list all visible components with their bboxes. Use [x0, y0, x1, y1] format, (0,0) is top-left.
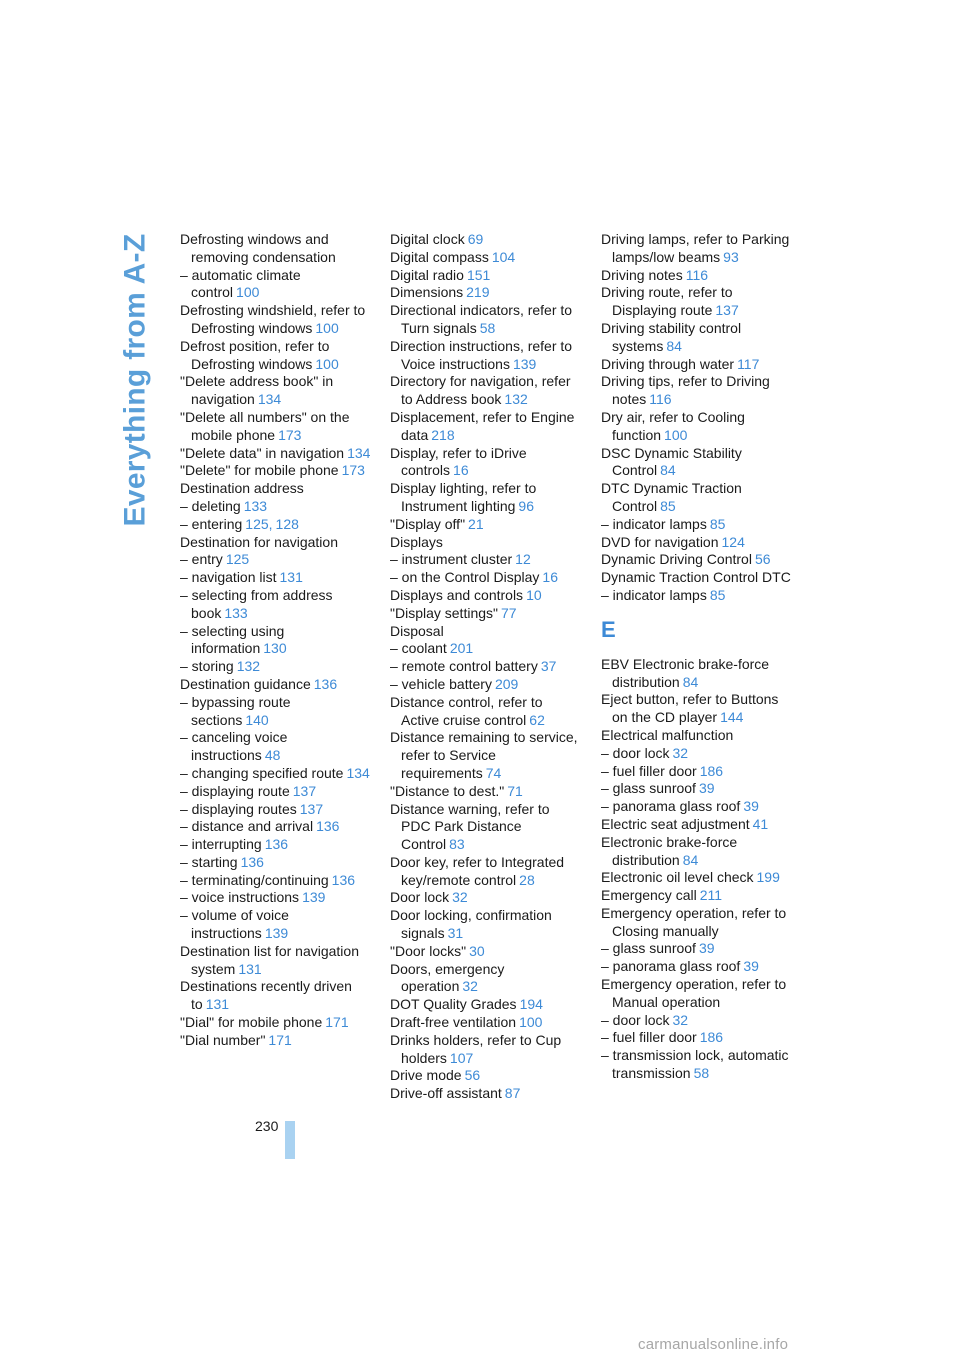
- page-ref-link[interactable]: 39: [743, 798, 759, 815]
- page-ref-link[interactable]: 117: [737, 355, 760, 372]
- index-entry: [180, 302, 372, 338]
- index-entry: [601, 534, 793, 552]
- index-entry-text: DSC Dynamic Stability Control: [601, 444, 742, 479]
- side-section-title: [118, 232, 152, 527]
- page-ref-link[interactable]: 171: [268, 1031, 292, 1048]
- index-entry-text: Drive mode: [390, 1067, 462, 1084]
- page-ref-link[interactable]: 218: [431, 426, 455, 443]
- index-entry-text: – indicator lamps: [601, 515, 707, 532]
- page-ref-link[interactable]: 137: [292, 782, 317, 799]
- page-ref-link[interactable]: 136: [264, 836, 289, 853]
- page-ref-link[interactable]: 139: [512, 355, 537, 372]
- index-entry: [180, 694, 372, 730]
- index-entry: [601, 409, 793, 445]
- index-entry: [180, 267, 372, 303]
- index-entry-text: Digital clock: [390, 231, 465, 247]
- index-entry-text: "Distance to dest.": [390, 782, 505, 799]
- index-entry: [390, 338, 582, 374]
- section-title-text: Everything from A-Z: [118, 233, 152, 526]
- index-entry: [180, 978, 372, 1014]
- page-ref-link[interactable]: 133: [243, 497, 268, 514]
- index-entry-text: Destinations recently driven to: [180, 978, 352, 1013]
- index-entry: [180, 676, 372, 694]
- index-entry: [390, 783, 582, 801]
- page-ref-link[interactable]: 32: [452, 889, 468, 906]
- page-ref-link[interactable]: 21: [468, 515, 484, 532]
- index-entry: [390, 996, 582, 1014]
- index-entry-text: – starting: [180, 853, 238, 870]
- page-ref-link[interactable]: 48: [264, 747, 281, 764]
- index-entry: [601, 834, 793, 870]
- index-entry: [180, 907, 372, 943]
- index-entry-text: – vehicle battery: [390, 675, 492, 692]
- index-entry: [180, 818, 372, 836]
- index-entry: [601, 727, 793, 745]
- index-column-2: [390, 231, 582, 1103]
- page-number-bar: [285, 1121, 295, 1159]
- index-entry: [180, 1014, 372, 1032]
- index-entry: [390, 694, 582, 730]
- index-entry: [601, 320, 793, 356]
- index-entry-text: EBV Electronic brake-force distribution: [601, 655, 770, 690]
- index-entry: [390, 409, 582, 445]
- page-ref-link[interactable]: 136: [240, 853, 264, 870]
- page-ref-link[interactable]: 104: [491, 248, 516, 265]
- index-entry-text: – door lock: [601, 744, 670, 761]
- index-entry-text: Driving stability control systems: [601, 319, 742, 354]
- index-entry-text: Dimensions: [390, 284, 464, 301]
- index-entry-text: – coolant: [390, 640, 447, 657]
- index-entry: [601, 284, 793, 320]
- index-entry: [180, 1032, 372, 1050]
- page-ref-link[interactable]: 100: [236, 284, 260, 301]
- index-entry: [390, 1067, 582, 1085]
- page-ref-link[interactable]: 85: [660, 497, 676, 514]
- page-ref-link[interactable]: 139: [302, 889, 326, 906]
- index-entry: [390, 907, 582, 943]
- page-ref-link[interactable]: 186: [699, 1029, 724, 1046]
- page-ref-link[interactable]: 85: [709, 586, 726, 603]
- page-ref-link[interactable]: 12: [515, 551, 531, 568]
- page-ref-link[interactable]: 211: [699, 887, 723, 904]
- page-ref-link[interactable]: 140: [245, 711, 269, 728]
- index-entry-text: Distance control, refer to Active cruise control: [390, 693, 543, 728]
- index-entry-text: "Dial number": [180, 1031, 266, 1048]
- index-entry-text: – canceling voice instructions: [180, 729, 288, 764]
- page-ref-link[interactable]: 85: [709, 515, 726, 532]
- index-entry-text: Emergency operation, refer to Manual operation: [601, 976, 787, 1010]
- page-ref-link[interactable]: 39: [698, 940, 715, 957]
- page-ref-link[interactable]: 124: [721, 533, 745, 550]
- index-entry-text: Door lock: [390, 889, 450, 906]
- page-ref-link[interactable]: 133: [224, 604, 248, 621]
- index-entry-text: – voice instructions: [180, 889, 300, 906]
- index-entry: [601, 569, 793, 587]
- index-entry: [601, 1029, 793, 1047]
- index-entry-text: "Delete all numbers" on the mobile phone: [180, 408, 350, 443]
- index-column-3: [601, 231, 793, 1083]
- index-entry: [180, 231, 372, 267]
- index-entry: [390, 943, 582, 961]
- index-entry-text: Displays: [390, 533, 443, 550]
- index-entry: [390, 231, 582, 249]
- page-ref-link[interactable]: 144: [720, 709, 744, 726]
- index-entry-text: Electronic oil level check: [601, 869, 754, 886]
- page-ref-link[interactable]: 209: [494, 675, 519, 692]
- index-entry-text: – glass sunroof: [601, 940, 696, 957]
- page-ref-link[interactable]: 136: [316, 818, 340, 835]
- index-entry-text: Distance warning, refer to PDC Park Distance Control: [390, 800, 550, 853]
- page-ref-link[interactable]: 77: [500, 604, 517, 621]
- index-entry: [601, 905, 793, 941]
- index-entry-text: – selecting using information: [180, 622, 285, 657]
- page-ref-link[interactable]: 194: [519, 996, 543, 1013]
- page-number: 230: [255, 1118, 279, 1134]
- index-entry: [390, 587, 582, 605]
- index-entry: [601, 940, 793, 958]
- index-entry: [390, 569, 582, 587]
- index-entry: [601, 780, 793, 798]
- index-entry-text: Dynamic Driving Control: [601, 551, 752, 568]
- index-entry: [180, 462, 372, 480]
- index-entry-text: Display lighting, refer to Instrument lighting: [390, 480, 537, 514]
- page-ref-link[interactable]: 10: [526, 586, 542, 603]
- page-ref-link[interactable]: 136: [313, 675, 338, 692]
- page-ref-link[interactable]: 186: [699, 762, 724, 779]
- page-ref-link[interactable]: 32: [672, 744, 689, 761]
- index-entry: [601, 480, 793, 516]
- index-entry-text: "Dial" for mobile phone: [180, 1014, 323, 1031]
- index-entry: [390, 605, 582, 623]
- index-entry-text: – bypassing route sections: [180, 693, 291, 728]
- page-ref-link[interactable]: 131: [238, 960, 262, 977]
- index-entry-text: – entry: [180, 551, 223, 568]
- page-ref-link[interactable]: 71: [507, 782, 523, 799]
- index-entry-text: – deleting: [180, 497, 241, 514]
- index-entry: [390, 676, 582, 694]
- index-entry: [180, 765, 372, 783]
- index-entry: [601, 231, 793, 267]
- index-entry-text: Doors, emergency operation: [390, 960, 505, 995]
- page-ref-link[interactable]: 39: [698, 780, 715, 797]
- index-entry-text: "Door locks": [390, 942, 467, 959]
- page-ref-link[interactable]: 16: [453, 462, 469, 479]
- page-ref-link[interactable]: 30: [469, 942, 485, 959]
- index-entry: [180, 569, 372, 587]
- page-ref-link[interactable]: 199: [756, 869, 780, 886]
- index-entry-text: – selecting from address book: [180, 586, 333, 621]
- index-entry: [601, 691, 793, 727]
- index-entry-text: Destination for navigation: [180, 533, 338, 550]
- page-ref-link[interactable]: 151: [466, 266, 491, 283]
- index-entry: [180, 516, 372, 534]
- index-entry: [390, 640, 582, 658]
- index-entry-text: Distance remaining to service, refer to Service requirements: [390, 729, 578, 781]
- index-entry: [180, 498, 372, 516]
- page-ref-link[interactable]: 39: [743, 958, 759, 975]
- index-entry-text: – door lock: [601, 1011, 670, 1028]
- page-ref-link[interactable]: 16: [542, 569, 558, 586]
- index-entry: [601, 958, 793, 976]
- index-entry-text: – transmission lock, automatic transmission: [601, 1047, 789, 1082]
- index-entry: [390, 801, 582, 854]
- index-entry: [180, 534, 372, 552]
- page-ref-link[interactable]: 93: [723, 248, 739, 265]
- page-ref-link[interactable]: 201: [449, 640, 474, 657]
- index-entry-text: Electric seat adjustment: [601, 815, 750, 832]
- page-ref-link[interactable]: 62: [529, 711, 545, 728]
- index-entry: [390, 267, 582, 285]
- index-entry-text: Defrosting windows and removing condensation: [180, 231, 336, 265]
- page-ref-link[interactable]: 131: [279, 569, 303, 586]
- index-entry: [601, 798, 793, 816]
- index-entry: [180, 480, 372, 498]
- index-entry: [180, 854, 372, 872]
- page-ref-link[interactable]: 134: [347, 444, 371, 461]
- page-ref-link[interactable]: 84: [660, 462, 676, 479]
- page-ref-link[interactable]: 37: [540, 658, 557, 675]
- index-entry-text: Driving through water: [601, 355, 735, 372]
- index-entry-text: – distance and arrival: [180, 818, 314, 835]
- index-entry: [180, 729, 372, 765]
- index-entry: [180, 373, 372, 409]
- page-ref-separator: ,: [268, 515, 273, 532]
- index-entry: [180, 872, 372, 890]
- index-entry: [390, 302, 582, 338]
- page-ref-link[interactable]: 96: [518, 497, 534, 514]
- index-entry-text: Emergency operation, refer to Closing manually: [601, 904, 787, 939]
- index-entry: [390, 961, 582, 997]
- index-entry-text: Electronic brake-force distribution: [601, 833, 738, 868]
- index-entry: [601, 551, 793, 569]
- page-ref-link[interactable]: 32: [672, 1011, 689, 1028]
- index-entry-text: "Display off": [390, 515, 466, 532]
- index-entry: [390, 373, 582, 409]
- page-ref-link[interactable]: 84: [682, 673, 699, 690]
- index-entry: [601, 445, 793, 481]
- index-entry-text: Destination address: [180, 480, 304, 497]
- page-ref-link[interactable]: 173: [341, 462, 365, 479]
- index-entry: [390, 1032, 582, 1068]
- index-entry: [180, 836, 372, 854]
- index-entry-text: Drive-off assistant: [390, 1085, 502, 1102]
- index-entry-text: – navigation list: [180, 569, 277, 586]
- index-entry: [390, 889, 582, 907]
- letter-heading: E: [601, 616, 616, 642]
- index-entry-text: Destination list for navigation system: [180, 942, 359, 977]
- index-entry: [390, 623, 582, 641]
- index-entry-text: Drinks holders, refer to Cup holders: [390, 1031, 562, 1066]
- index-entry-text: – glass sunroof: [601, 780, 696, 797]
- index-entry-text: DOT Quality Grades: [390, 996, 517, 1013]
- index-entry: [390, 249, 582, 267]
- index-entry-text: – fuel filler door: [601, 762, 697, 779]
- index-column-1: [180, 231, 372, 1050]
- index-entry-text: Displacement, refer to Engine data: [390, 408, 575, 443]
- index-entry: [601, 516, 793, 534]
- index-entry-text: Driving lamps, refer to Parking lamps/low beams: [601, 231, 790, 265]
- index-entry: [390, 1085, 582, 1103]
- index-entry-text: – indicator lamps: [601, 586, 707, 603]
- index-entry-text: – displaying route: [180, 782, 290, 799]
- page-ref-link[interactable]: 116: [649, 391, 672, 408]
- page-ref-link[interactable]: 100: [315, 355, 339, 372]
- index-entry: [390, 658, 582, 676]
- page-ref-link[interactable]: 56: [754, 551, 771, 568]
- index-entry: [180, 338, 372, 374]
- page-ref-link[interactable]: 125: [245, 515, 269, 532]
- page-ref-link[interactable]: 84: [682, 851, 699, 868]
- index-entry-text: Displays and controls: [390, 586, 524, 603]
- index-entry: [180, 658, 372, 676]
- index-entry-text: – entering: [180, 515, 243, 532]
- index-entry: [180, 623, 372, 659]
- index-entry: [390, 551, 582, 569]
- index-entry-text: Defrosting windshield, refer to Defrosting windows: [180, 302, 366, 336]
- index-entry: [390, 1014, 582, 1032]
- index-entry-text: – terminating/continuing: [180, 871, 329, 888]
- index-entry-text: Digital radio: [390, 266, 464, 283]
- index-entry: [601, 869, 793, 887]
- index-entry: [390, 480, 582, 516]
- page-ref-link[interactable]: 28: [519, 871, 535, 888]
- index-entry: [390, 445, 582, 481]
- page-ref-link[interactable]: 84: [666, 337, 682, 354]
- index-entry-text: "Delete" for mobile phone: [180, 462, 339, 479]
- index-entry: [601, 976, 793, 1012]
- index-entry: [601, 267, 793, 285]
- page-ref-link[interactable]: 173: [278, 426, 302, 443]
- index-entry: [180, 943, 372, 979]
- index-entry-text: Draft-free ventilation: [390, 1014, 517, 1031]
- index-entry-text: "Display settings": [390, 604, 498, 621]
- index-entry-text: "Delete data" in navigation: [180, 444, 345, 461]
- index-entry-text: – automatic climate control: [180, 266, 301, 301]
- index-entry-text: Dynamic Traction Control DTC: [601, 569, 791, 586]
- index-entry: [180, 783, 372, 801]
- page-ref-link[interactable]: 31: [447, 925, 464, 942]
- index-entry-text: Eject button, refer to Buttons on the CD player: [601, 691, 779, 726]
- index-entry-text: – changing specified route: [180, 764, 344, 781]
- page-ref-link[interactable]: 132: [504, 391, 528, 408]
- page-ref-link[interactable]: 107: [449, 1049, 474, 1066]
- page-ref-link[interactable]: 100: [315, 319, 339, 336]
- index-entry-text: Dry air, refer to Cooling function: [601, 408, 745, 443]
- index-entry: [601, 587, 793, 605]
- page-ref-link[interactable]: 130: [263, 640, 287, 657]
- page-ref-link[interactable]: 219: [466, 284, 490, 301]
- index-entry-text: – instrument cluster: [390, 551, 513, 568]
- page-ref-link[interactable]: 125: [225, 551, 250, 568]
- index-entry-text: "Delete address book" in navigation: [180, 373, 334, 408]
- index-entry-text: – remote control battery: [390, 658, 538, 675]
- index-entry-text: DTC Dynamic Traction Control: [601, 480, 742, 514]
- index-entry-text: DVD for navigation: [601, 533, 719, 550]
- index-entry: [180, 889, 372, 907]
- index-entry-text: Display, refer to iDrive controls: [390, 444, 527, 479]
- index-entry-text: Destination guidance: [180, 675, 311, 692]
- index-entry: [180, 587, 372, 623]
- page-ref-link[interactable]: 74: [485, 764, 502, 781]
- index-entry-text: Defrost position, refer to Defrosting windows: [180, 337, 330, 372]
- index-entry: [601, 745, 793, 763]
- index-entry-text: Electrical malfunction: [601, 726, 734, 743]
- index-entry-text: – panorama glass roof: [601, 958, 741, 975]
- page-ref-link[interactable]: 87: [504, 1085, 521, 1102]
- page-ref-link[interactable]: 100: [664, 426, 688, 443]
- page-ref-link[interactable]: 100: [519, 1014, 543, 1031]
- index-entry-text: Door locking, confirmation signals: [390, 907, 552, 942]
- index-entry: [601, 373, 793, 409]
- index-entry: [601, 356, 793, 374]
- index-entry: [601, 763, 793, 781]
- page-ref-link[interactable]: 128: [275, 515, 299, 532]
- index-entry: [180, 801, 372, 819]
- index-entry: [180, 409, 372, 445]
- page-ref-link[interactable]: 137: [715, 302, 739, 319]
- page-ref-link[interactable]: 116: [685, 266, 709, 283]
- page-ref-link[interactable]: 41: [752, 815, 769, 832]
- page-ref-link[interactable]: 134: [257, 391, 282, 408]
- index-entry: [601, 1012, 793, 1030]
- index-entry-text: Directional indicators, refer to Turn signals: [390, 302, 573, 336]
- page-ref-link[interactable]: 58: [693, 1065, 710, 1082]
- index-entry-text: – volume of voice instructions: [180, 907, 289, 942]
- page-ref-link[interactable]: 56: [464, 1067, 481, 1084]
- page-ref-link[interactable]: 137: [299, 800, 324, 817]
- page-ref-link[interactable]: 69: [467, 231, 484, 247]
- index-entry: [390, 534, 582, 552]
- index-entry-text: Door key, refer to Integrated key/remote control: [390, 853, 565, 888]
- index-entry-text: Directory for navigation, refer to Address book: [390, 373, 571, 408]
- index-entry: [180, 551, 372, 569]
- index-entry-text: – fuel filler door: [601, 1029, 697, 1046]
- index-entry-text: Digital compass: [390, 248, 489, 265]
- page-ref-link[interactable]: 136: [331, 871, 356, 888]
- watermark: carmanualsonline.info: [638, 1336, 789, 1353]
- index-entry: [390, 516, 582, 534]
- page-ref-link[interactable]: 32: [462, 978, 478, 995]
- index-entry-text: – panorama glass roof: [601, 798, 741, 815]
- index-entry-text: Disposal: [390, 622, 444, 639]
- index-entry: [390, 729, 582, 782]
- index-entry-text: – displaying routes: [180, 800, 297, 817]
- page-ref-link[interactable]: 58: [479, 319, 496, 336]
- index-entry-text: Driving tips, refer to Driving notes: [601, 373, 770, 408]
- index-entry: [601, 816, 793, 834]
- index-entry-text: Driving notes: [601, 266, 683, 283]
- index-entry-text: Direction instructions, refer to Voice instructions: [390, 337, 573, 372]
- index-entry: [601, 887, 793, 905]
- page-ref-link[interactable]: 171: [325, 1014, 349, 1031]
- index-entry-text: Emergency call: [601, 887, 697, 904]
- index-entry-text: – storing: [180, 658, 234, 675]
- page-ref-link[interactable]: 131: [205, 996, 230, 1013]
- page-ref-link[interactable]: 83: [449, 836, 465, 853]
- index-entry: [180, 445, 372, 463]
- index-entry: [390, 854, 582, 890]
- index-entry: [601, 1047, 793, 1083]
- page-ref-link[interactable]: 132: [236, 658, 261, 675]
- page-ref-link[interactable]: 134: [346, 764, 370, 781]
- index-entry: [390, 284, 582, 302]
- index-entry-text: – on the Control Display: [390, 569, 540, 586]
- index-entry-text: Driving route, refer to Displaying route: [601, 284, 733, 319]
- index-entry-text: – interrupting: [180, 836, 262, 853]
- page-ref-link[interactable]: 139: [264, 925, 289, 942]
- index-entry: [601, 656, 793, 692]
